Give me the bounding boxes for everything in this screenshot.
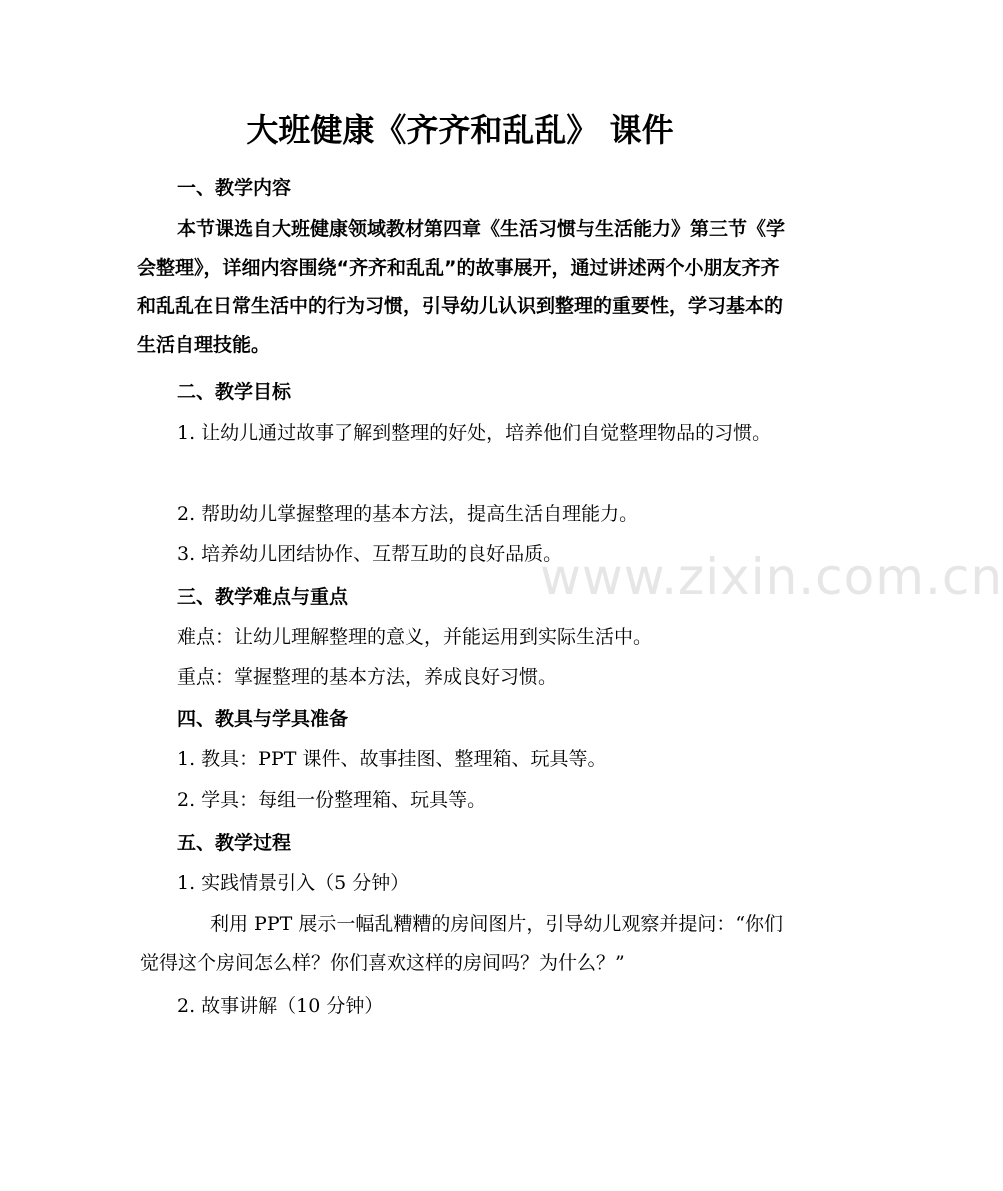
section-heading-content: 一、教学内容 xyxy=(177,177,292,199)
goal-item-3: 3. 培养幼儿团结协作、互帮互助的良好品质。 xyxy=(177,543,563,565)
section-heading-goals: 二、教学目标 xyxy=(177,381,292,403)
goal-item-2: 2. 帮助幼儿掌握整理的基本方法，提高生活自理能力。 xyxy=(177,503,639,525)
watermark: www.zixin.com.cn xyxy=(540,548,1003,606)
process-step-2-title: 2. 故事讲解（10 分钟） xyxy=(177,995,384,1017)
content-paragraph xyxy=(137,210,787,364)
section-heading-difficulty: 三、教学难点与重点 xyxy=(177,586,349,608)
goal-item-1 xyxy=(137,414,787,453)
content-paragraph-text: 本节课选自大班健康领域教材第四章《生活习惯与生活能力》第三节《学会整理》，详细内容围绕“齐齐和乱乱”的故事展开，通过讲述两个小朋友齐齐和乱乱在日常生活中的行为习惯，引导幼儿认识到整理的重要性，学习基本的生活自理技能。 xyxy=(137,218,786,356)
page-title: 大班健康《齐齐和乱乱》 课件 xyxy=(246,111,674,149)
learning-aids-text: 2. 学具：每组一份整理箱、玩具等。 xyxy=(177,789,487,811)
teaching-aids-text: 1. 教具：PPT 课件、故事挂图、整理箱、玩具等。 xyxy=(177,748,607,770)
difficulty-text: 难点：让幼儿理解整理的意义，并能运用到实际生活中。 xyxy=(177,626,653,648)
process-step-1-text xyxy=(140,905,785,982)
process-step-1-text-content: 利用 PPT 展示一幅乱糟糟的房间图片，引导幼儿观察并提问：“你们觉得这个房间怎么样？你们喜欢这样的房间吗？为什么？” xyxy=(140,913,784,974)
section-heading-process: 五、教学过程 xyxy=(177,832,292,854)
keypoint-text: 重点：掌握整理的基本方法，养成良好习惯。 xyxy=(177,666,558,688)
section-heading-materials: 四、教具与学具准备 xyxy=(177,708,349,730)
process-step-1-title: 1. 实践情景引入（5 分钟） xyxy=(177,872,410,894)
goal-item-1-text: 1. 让幼儿通过故事了解到整理的好处，培养他们自觉整理物品的习惯。 xyxy=(177,422,772,444)
